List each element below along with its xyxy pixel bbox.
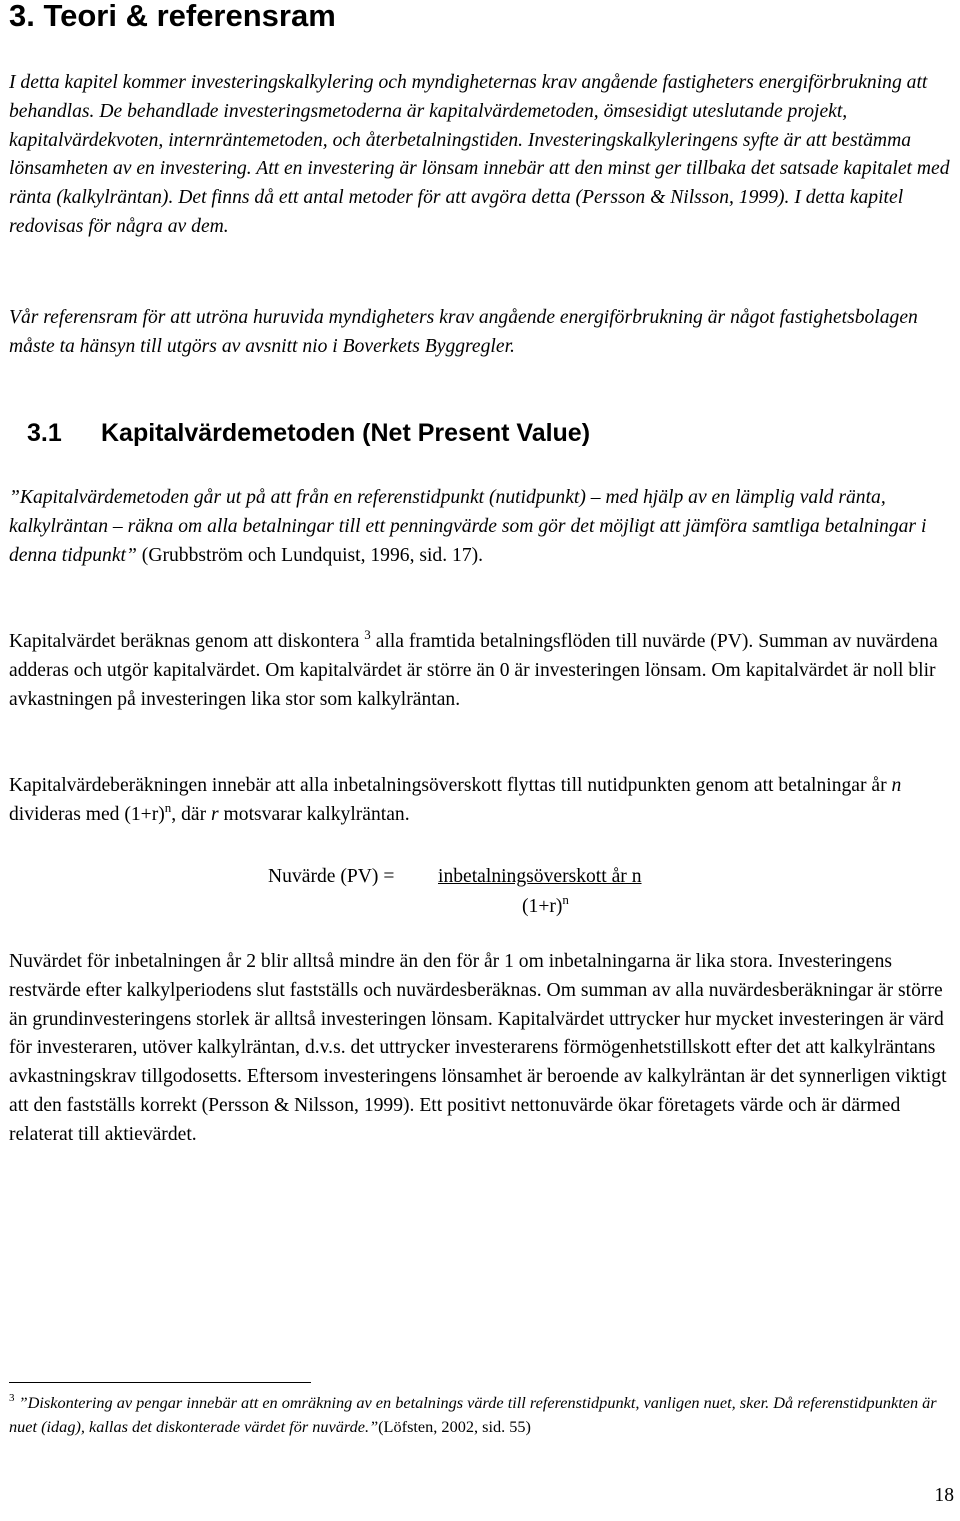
quote-citation: (Grubbström och Lundquist, 1996, sid. 17). [136,544,484,566]
footnote-marker: 3 [9,1392,15,1404]
calculation-text-start: Kapitalvärdet beräknas genom att diskontera [9,631,360,652]
discount-text-1: Kapitalvärdeberäkningen innebär att alla inbetalningsöverskott flyttas till nutidpunkten genom att betalningar år [9,775,892,796]
page-number: 18 [934,1485,954,1506]
formula-denominator [522,893,569,922]
formula-numerator: inbetalningsöverskott år n [438,866,642,887]
footnote-reference[interactable]: 3 [364,627,371,642]
intro-paragraph: I detta kapitel kommer investeringskalkylering och myndigheternas krav angående fastigheters energiförbrukning att behandlas. De behandlade investeringsmetoderna är kapitalvärdemetoden, ömsesidigt uteslutande projekt, kapitalvärdekvoten, internräntemetoden, och återbetalningstiden. Investeringskalkyleringens syfte är att bestämma lönsamheten av en investering. Att en investering är lönsam innebär att den minst ger tillbaka det satsade kapitalet med ränta (kalkylräntan). Det finns då ett antal metoder för att avgöra detta (Persson & Nilsson, 1999). I detta kapitel redovisas för några av dem. [9,72,950,237]
discount-text-2: divideras med (1+r) [9,803,165,825]
section-number: 3.1 [27,419,62,447]
calculation-text-end: alla framtida betalningsflöden till nuvärde (PV). Summan av nuvärdena adderas och utgör kapitalvärdet. Om kapitalvärdet är större än 0 är investeringen lönsam. Om kapitalvärdet är noll blir avkastningen på investeringen lika stor som kalkylräntan. [9,631,938,710]
formula-exponent: n [562,892,569,907]
referensram-paragraph: Vår referensram för att utröna huruvida myndigheters krav angående energiförbrukning är något fastighetsbolagen måste ta hänsyn till utgörs av avsnitt nio i Boverkets Byggregler. [9,307,918,357]
footnote-quote: ”Diskontering av pengar innebär att en omräkning av en betalnings värde till referenstidpunkt, vanligen nuet, sker. Då referenstidpunkten är nuet (idag), kallas det diskonterade värdet för nuvärde.” [9,1393,937,1436]
discount-text-4: motsvarar kalkylräntan. [218,803,410,825]
formula-lhs: Nuvärde (PV) = [268,866,395,887]
discount-text-3: , där [171,803,211,825]
npv-paragraph: Nuvärdet för inbetalningen år 2 blir alltså mindre än den för år 1 om inbetalningarna är lika stora. Investeringens restvärde efter kalkylperiodens slut fastställs och nuvärdesberäknas. Om summan av alla nuvärdesberäkningar är större än grundinvesteringens storlek är alltså investeringen lönsam. Kapitalvärdet uttrycker hur mycket investeringen är värd för investeraren, utöver kalkylräntan, d.v.s. det uttrycker investerarens förmögenhetstillskott efter det att kalkylräntans avkastningskrav tillgodosetts. Eftersom investeringens lönsamhet är beroende av kalkylräntan är det synnerligen viktigt att den fastställs korrekt (Persson & Nilsson, 1999). Ett positivt nettonuvärde ökar företagets värde och är därmed relaterat till aktievärdet. [9,951,947,1145]
footnote-divider [9,1382,311,1383]
present-value-formula [0,858,960,928]
variable-n: n [891,775,902,796]
exponent-n: n [164,799,172,815]
quote-text: ”Kapitalvärdemetoden går ut på att från en referenstidpunkt (nutidpunkt) – med hjälp av en lämplig vald ränta, kalkylräntan – räkna om alla betalningar till ett penningvärde som gör det möjligt att jämföra samtliga betalningar i denna tidpunkt” [9,487,927,566]
variable-r: r [211,803,219,825]
calculation-paragraph [9,628,955,714]
footnote [9,1391,955,1439]
chapter-heading: 3. Teori & referensram [9,0,336,33]
section-title: Kapitalvärdemetoden (Net Present Value) [101,419,591,447]
section-heading [9,415,909,451]
footnote-citation: (Löfsten, 2002, sid. 55) [378,1417,531,1436]
formula-denominator-base: (1+r) [522,896,563,917]
discount-paragraph [9,772,955,830]
quote-paragraph [9,484,955,570]
